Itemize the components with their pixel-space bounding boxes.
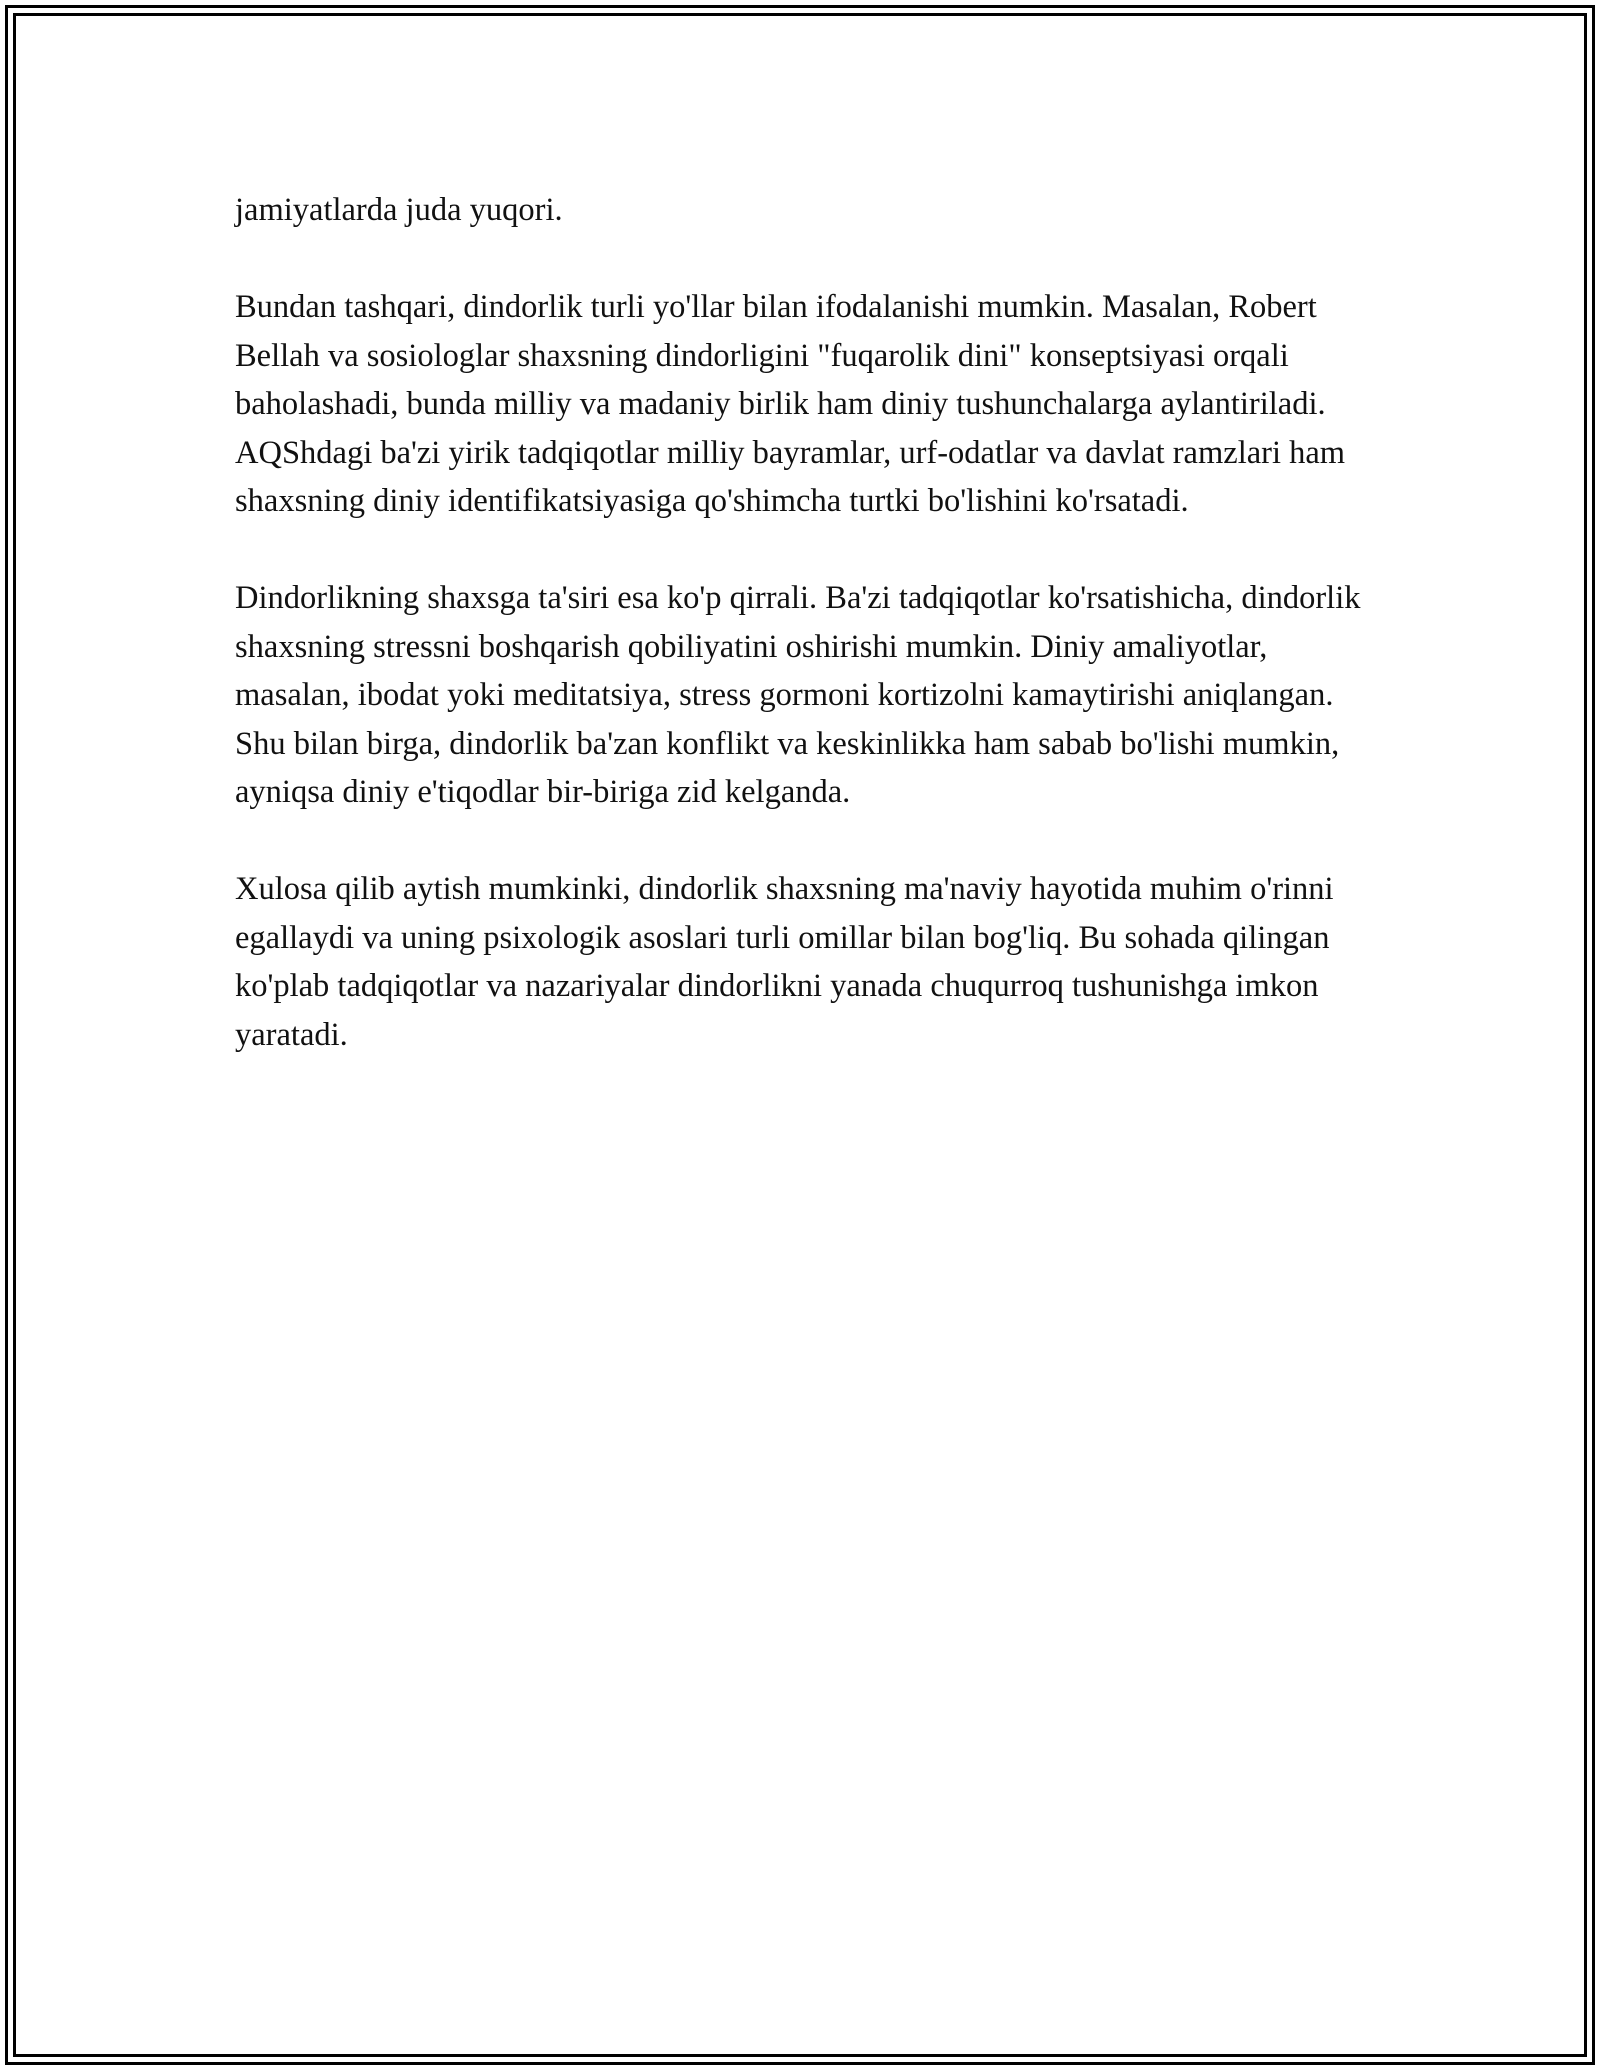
paragraph-continuation: jamiyatlarda juda yuqori.: [235, 192, 563, 228]
paragraph-conclusion: Xulosa qilib aytish mumkinki, dindorlik shaxsning ma'naviy hayotida muhim o'rinni egallaydi va uning psixologik asoslari turli omillar bilan bog'liq. Bu sohada qilingan ko'plab tadqiqotlar va nazariyalar dindorlikni yanada chuqurroq tushunishga imkon yaratadi.: [235, 871, 1334, 1053]
document-body: [235, 186, 1365, 1108]
paragraph-civil-religion: Bundan tashqari, dindorlik turli yo'llar bilan ifodalanishi mumkin. Masalan, Robert Bellah va sosiologlar shaxsning dindorligini "fuqarolik dini" konseptsiyasi orqali baholashadi, bunda milliy va madaniy birlik ham diniy tushunchalarga aylantiriladi. AQShdagi ba'zi yirik tadqiqotlar milliy bayramlar, urf-odatlar va davlat ramzlari ham shaxsning diniy identifikatsiyasiga qo'shimcha turtki bo'lishini ko'rsatadi.: [235, 289, 1346, 519]
paragraph-religiosity-effects: Dindorlikning shaxsga ta'siri esa ko'p qirrali. Ba'zi tadqiqotlar ko'rsatishicha, dindorlik shaxsning stressni boshqarish qobiliyatini oshirishi mumkin. Diniy amaliyotlar, masalan, ibodat yoki meditatsiya, stress gormoni kortizolni kamaytirishi aniqlangan. Shu bilan birga, dindorlik ba'zan konflikt va keskinlikka ham sabab bo'lishi mumkin, ayniqsa diniy e'tiqodlar bir-biriga zid kelganda.: [235, 580, 1361, 810]
